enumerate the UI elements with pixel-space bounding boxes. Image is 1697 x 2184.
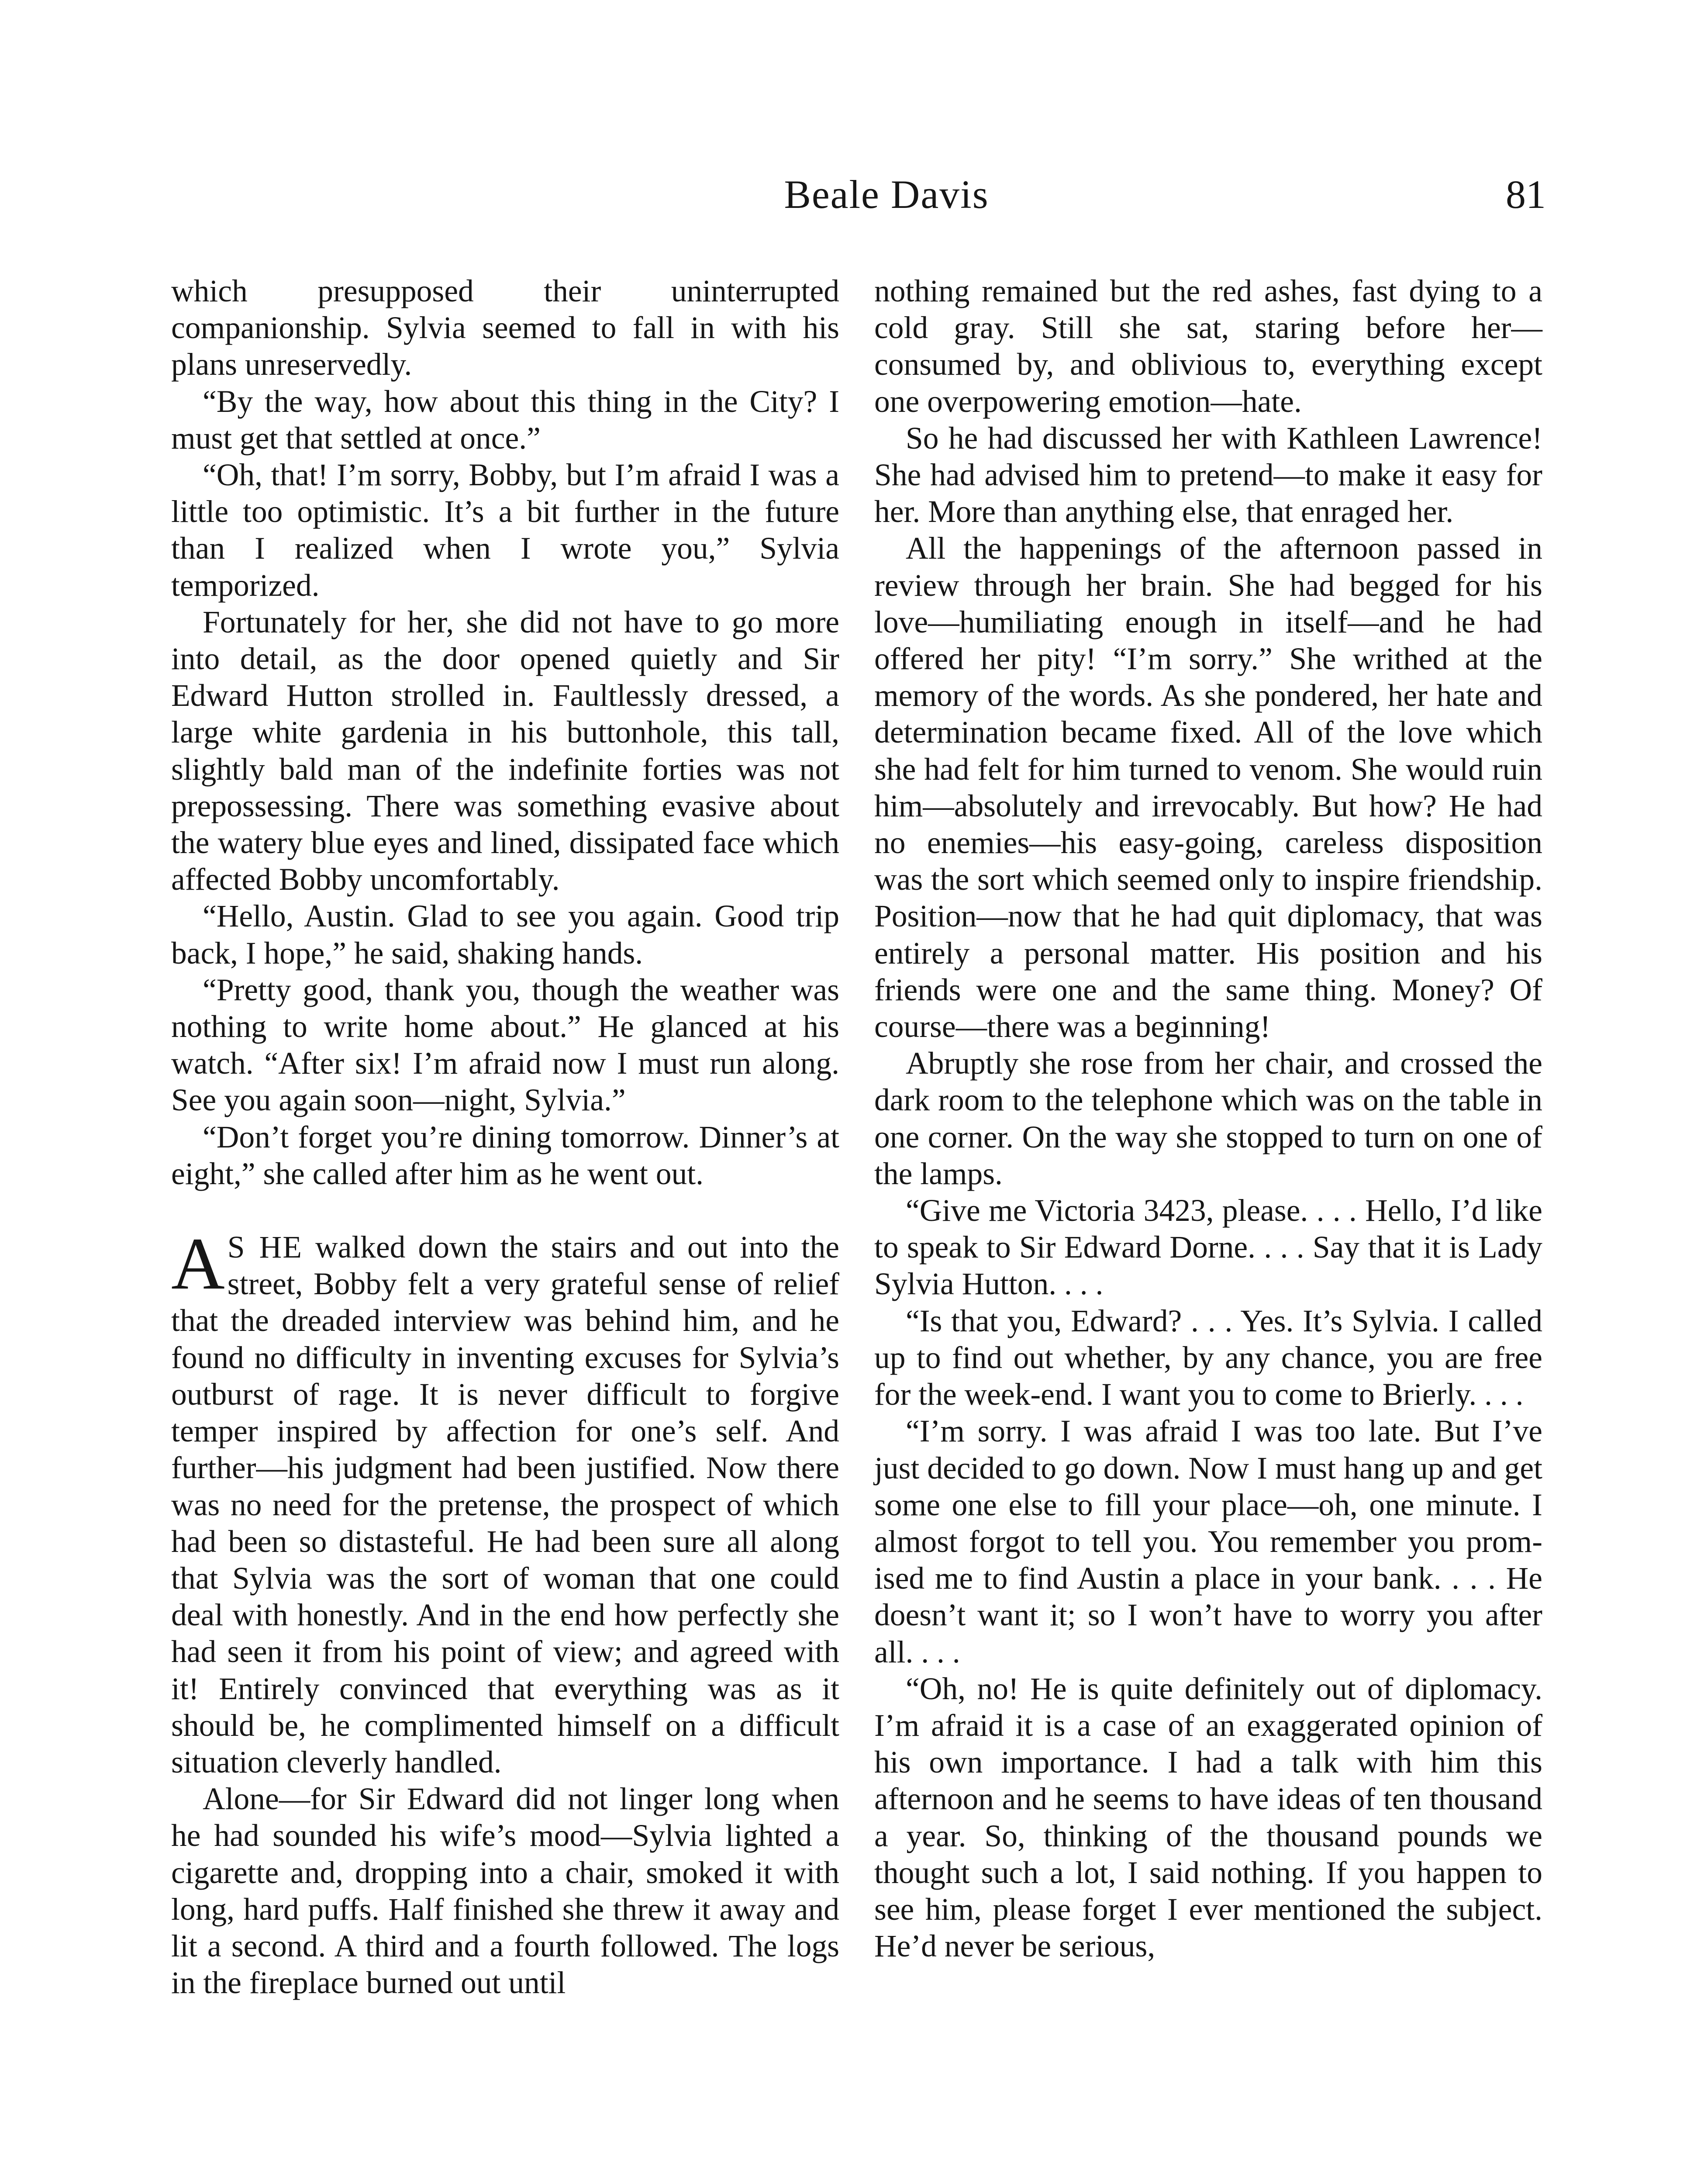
- paragraph: Alone—for Sir Edward did not linger long when he had sounded his wife’s mood—Sylvia lighted a cigarette and, dropping into a chair, smoked it with long, hard puffs. Half finished she threw it away and lit a second. A third and a fourth followed. The logs in the fireplace burned out until: [171, 1782, 839, 2001]
- paragraph: Fortunately for her, she did not have to go more into detail, as the door opened quietly and Sir Edward Hutton strolled in. Faultlessly dressed, a large white gardenia in his buttonhole, this tall, slightly bald man of the indefinite forties was not prepossessing. There was something evasive about the watery blue eyes and lined, dissipated face which affected Bobby uncomfortably.: [171, 605, 839, 897]
- paragraph: So he had discussed her with Kathleen Lawrence! She had advised him to pretend—to make it easy for her. More than anything else, that enraged her.: [874, 421, 1542, 529]
- left-text-column: [171, 273, 839, 2001]
- paragraph: All the happenings of the afternoon passed in review through her brain. She had begged for his love—humiliating enough in itself—and he had offered her pity! “I’m sorry.” She writhed at the memory of the words. As she pondered, her hate and determination became fixed. All of the love which she had felt for him turned to venom. She would ruin him—absolutely and irrevocably. But how? He had no enemies—his easy-going, careless disposition was the sort which seemed only to inspire friendship. Position—now that he had quit diplomacy, that was entirely a personal matter. His position and his friends were one and the same thing. Money? Of course—there was a beginning!: [874, 531, 1542, 1044]
- paragraph: “Oh, that! I’m sorry, Bobby, but I’m afraid I was a little too optimistic. It’s a bit further in the future than I realized when I wrote you,” Sylvia temporized.: [171, 458, 839, 603]
- paragraph: “Is that you, Edward? . . . Yes. It’s Sylvia. I called up to find out whether, by any chance, you are free for the week-end. I want you to come to Brierly. . . .: [874, 1303, 1542, 1412]
- section-break: [171, 1192, 839, 1229]
- paragraph: Abruptly she rose from her chair, and crossed the dark room to the telephone which was on the table in one corner. On the way she stopped to turn on one of the lamps.: [874, 1046, 1542, 1191]
- paragraph: nothing remained but the red ashes, fast dying to a cold gray. Still she sat, staring before her—consumed by, and oblivious to, everything except one overpowering emotion—hate.: [874, 274, 1542, 419]
- paragraph: “Hello, Austin. Glad to see you again. Good trip back, I hope,” he said, shaking hands.: [171, 899, 839, 971]
- running-header-title: Beale Davis: [784, 172, 989, 217]
- paragraph: “Give me Victoria 3423, please. . . . Hello, I’d like to speak to Sir Edward Dorne. . . . Say that it is Lady Sylvia Hutton. . . .: [874, 1193, 1542, 1302]
- paragraph-text: walked down the stairs and out into the street, Bobby felt a very grateful sense of relief that the dreaded interview was behind him, and he found no difficulty in inventing excuses for Sylvia’s outburst of rage. It is never difficult to forgive temper inspired by affection for one’s self. And further—his judgment had been justified. Now there was no need for the pretense, the prospect of which had been so distasteful. He had been sure all along that Sylvia was the sort of woman that one could deal with honestly. And in the end how perfectly she had seen it from his point of view; and agreed with it! Entirely convinced that everything was as it should be, he complimented himself on a difficult situation cleverly handled.: [171, 1230, 840, 1780]
- paragraph: “Oh, no! He is quite definitely out of diplomacy. I’m afraid it is a case of an exaggerated opinion of his own importance. I had a talk with him this afternoon and he seems to have ideas of ten thousand a year. So, thinking of the thousand pounds we thought such a lot, I said nothing. If you happen to see him, please forget I ever mentioned the subject. He’d never be serious,: [874, 1671, 1542, 1964]
- right-text-column: [874, 273, 1542, 1965]
- section-opening-paragraph: [171, 1223, 840, 1781]
- paragraph: “Don’t forget you’re dining tomorrow. Dinner’s at eight,” she called after him as he went out.: [171, 1120, 839, 1191]
- paragraph: “I’m sorry. I was afraid I was too late. But I’ve just decided to go down. Now I must hang up and get some one else to fill your place—oh, one minute. I almost forgot to tell you. You remember you promised me to find Austin a place in your bank. . . . He doesn’t want it; so I won’t have to worry you after all. . . .: [874, 1414, 1542, 1669]
- paragraph: which presupposed their uninterrupted companionship. Sylvia seemed to fall in with his plans unreservedly.: [171, 274, 839, 382]
- small-caps-lead: S HE: [227, 1230, 303, 1265]
- paragraph: “By the way, how about this thing in the City? I must get that settled at once.”: [171, 384, 839, 456]
- drop-cap: A: [171, 1223, 225, 1305]
- paragraph: “Pretty good, thank you, though the weather was nothing to write home about.” He glanced at his watch. “After six! I’m afraid now I must run along. See you again soon—night, Sylvia.”: [171, 972, 839, 1118]
- page-number: 81: [1506, 172, 1546, 217]
